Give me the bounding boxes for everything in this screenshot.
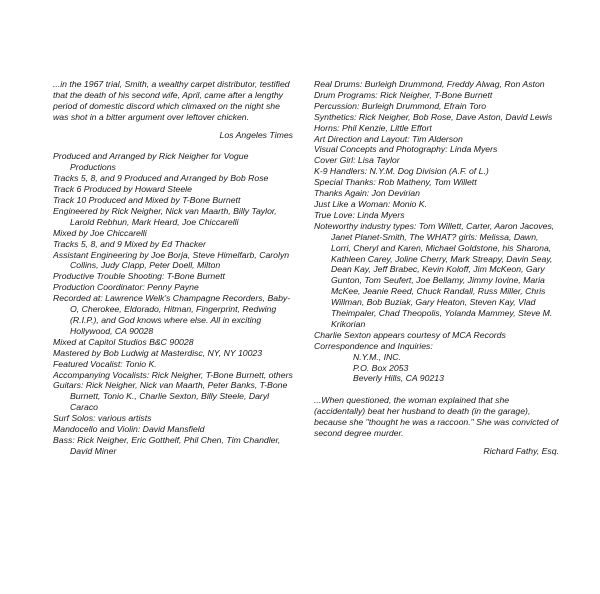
credit-line: Featured Vocalist: Tonio K. (53, 358, 157, 369)
credit-line: Recorded at: Lawrence Welk's Champagne Recorders, Baby-O, Cherokee, Eldorado, Hitman, Fingerprint, Redwing (R.I.P.), and God knows where else. All in exciting Hollywood, CA 90028 (53, 293, 291, 336)
credit-line: Tracks 5, 8, and 9 Mixed by Ed Thacker (53, 238, 206, 249)
left-column (53, 79, 293, 457)
credit-line: Engineered by Rick Neigher, Nick van Maarth, Billy Taylor, Larold Rebhun, Mark Heard, Joe Chiccarelli (53, 205, 277, 227)
address-line: P.O. Box 2053 (353, 362, 409, 373)
opening-quote-source: Los Angeles Times (219, 129, 293, 140)
address-line: N.Y.M., INC. (353, 351, 401, 362)
closing-quote-source: Richard Fathy, Esq. (483, 445, 559, 456)
address-line: Beverly Hills, CA 90213 (353, 373, 444, 384)
credit-line: Guitars: Rick Neigher, Nick van Maarth, Peter Banks, T-Bone Burnett, Tonio K., Charlie Sexton, Billy Steele, Daryl Caraco (53, 380, 288, 413)
credit-line: Productive Trouble Shooting: T-Bone Burnett (53, 271, 225, 282)
credit-line: Production Coordinator: Penny Payne (53, 282, 199, 293)
opening-quote: ...in the 1967 trial, Smith, a wealthy carpet distributor, testified that the death of his second wife, April, came after a lengthy period of domestic discord which climaxed on the night she was shot in a bitter argument over leftover chicken. (53, 79, 290, 122)
left-credits-list (53, 151, 293, 456)
credit-line: Track 6 Produced by Howard Steele (53, 184, 192, 195)
right-column (314, 79, 559, 457)
closing-quote: ...When questioned, the woman explained that she (accidentally) beat her husband to death (in the garage), because she "thought he was a raccoon." She was convicted of second degree murder. (314, 395, 559, 438)
credit-line: Noteworthy industry types: Tom Willett, Carter, Aaron Jacoves, Janet Planet-Smith, The WHAT? girls: Melissa, Dawn, Lorri, Cheryl and Karen, Michael Goldstone, his Sharona, Kathleen Carey, Joline Cherry, Mark Streapy, Davin Seay, Dean Kay, Jeff Brabec, Kevin Koloff, Jim McKeon, Gary Gunton, Tom Seufert, Joe Bellamy, Jimmy Iovine, Maria McKee, Jeanie Reed, Chuck Randall, Russ Miller, Chris Willman, Bob Buziak, Gary Heaton, Steven Kay, Vlad Theimpaler, Chad Theopolis, Yolanda Mammey, Steve M. Krikorian (314, 220, 555, 329)
credit-line: Charlie Sexton appears courtesy of MCA Records (314, 329, 506, 340)
credit-line: Thanks Again: Jon Devirian (314, 188, 420, 199)
credit-line: Correspondence and Inquiries: (314, 340, 433, 351)
credit-line: Tracks 5, 8, and 9 Produced and Arranged by Bob Rose (53, 173, 269, 184)
credit-line: Mandocello and Violin: David Mansfield (53, 424, 205, 435)
credit-line: Special Thanks: Rob Matheny, Tom Willett (314, 177, 477, 188)
credit-line: Visual Concepts and Photography: Linda Myers (314, 144, 498, 155)
credit-line: Mastered by Bob Ludwig at Masterdisc, NY, NY 10023 (53, 347, 263, 358)
right-credits-list (314, 79, 559, 352)
credit-line: Drum Programs: Rick Neigher, T-Bone Burnett (314, 89, 493, 100)
credit-line: Synthetics: Rick Neigher, Bob Rose, Dave Aston, David Lewis (314, 111, 553, 122)
mailing-address (314, 352, 559, 385)
credit-line: Percussion: Burleigh Drummond, Efrain Toro (314, 100, 487, 111)
credit-line: Assistant Engineering by Joe Borja, Steve Himelfarb, Carolyn Collins, Judy Clapp, Peter Doell, Milton (53, 249, 290, 271)
credit-line: Mixed by Joe Chiccarelli (53, 227, 147, 238)
credit-line: Bass: Rick Neigher, Eric Gotthelf, Phil Chen, Tim Chandler, David Miner (53, 434, 281, 456)
credit-line: Art Direction and Layout: Tim Alderson (314, 133, 463, 144)
credit-line: True Love: Linda Myers (314, 209, 405, 220)
credit-line: Surf Solos: various artists (53, 413, 152, 424)
credit-line: Just Like a Woman: Monio K. (314, 198, 427, 209)
credit-line: K-9 Handlers: N.Y.M. Dog Division (A.F. of L.) (314, 166, 489, 177)
credit-line: Track 10 Produced and Mixed by T-Bone Burnett (53, 195, 241, 206)
credit-line: Cover Girl: Lisa Taylor (314, 155, 400, 166)
credit-line: Accompanying Vocalists: Rick Neigher, T-Bone Burnett, others (53, 369, 293, 380)
credit-line: Mixed at Capitol Studios B&C 90028 (53, 336, 194, 347)
credit-line: Real Drums: Burleigh Drummond, Freddy Alwag, Ron Aston (314, 79, 545, 89)
credit-line: Horns: Phil Kenzie, Little Effort (314, 122, 432, 133)
credit-line: Produced and Arranged by Rick Neigher for Vogue Productions (53, 151, 249, 173)
